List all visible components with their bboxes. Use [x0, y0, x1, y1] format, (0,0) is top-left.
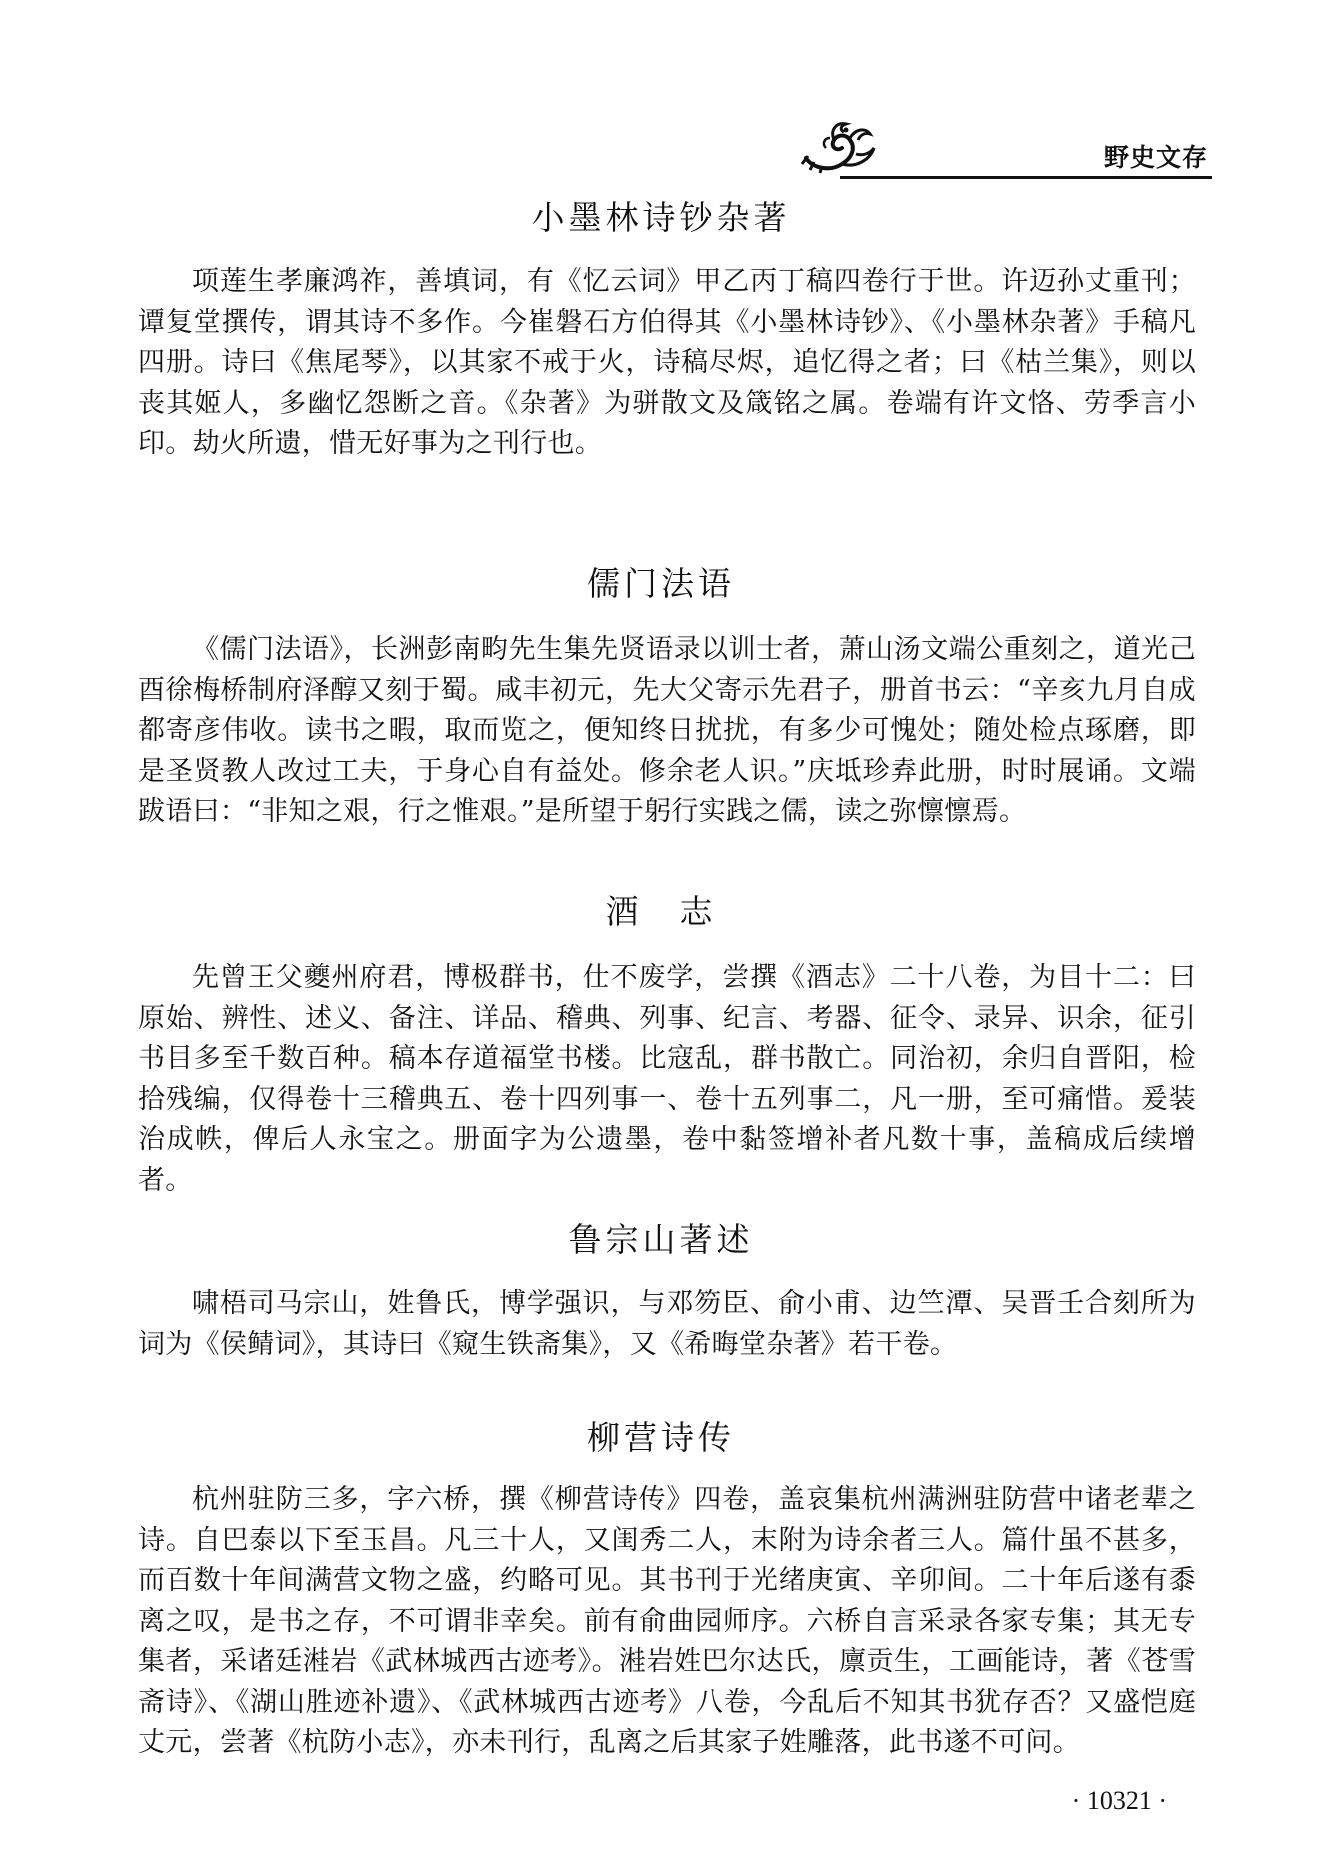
dragon-logo-icon [800, 118, 878, 174]
header-rule [840, 176, 1212, 179]
section-title: 儒门法语 [587, 564, 735, 603]
section-body: 啸梧司马宗山，姓鲁氏，博学强识，与邓笏臣、俞小甫、边竺潭、吴晋壬合刻所为词为《侯鲭词》，其诗曰《窥生铁斋集》，又《希晦堂杂著》若干卷。 [138, 1288, 1196, 1360]
section-title: 柳营诗传 [587, 1418, 735, 1457]
section-body: 杭州驻防三多，字六桥，撰《柳营诗传》四卷，盖哀集杭州满洲驻防营中诸老辈之诗。自巴泰以下至玉昌。凡三十人，又闺秀二人，末附为诗余者三人。篇什虽不甚多，而百数十年间满营文物之盛，约略可见。其书刊于光绪庚寅、辛卯间。二十年后遂有黍离之叹，是书之存，不可谓非幸矣。前有俞曲园师序。六桥自言采录各家专集；其无专集者，采诸廷溎岩《武林城西古迹考》。溎岩姓巴尔达氏，廪贡生，工画能诗，著《苍雪斋诗》、《湖山胜迹补遗》、《武林城西古迹考》八卷，今乱后不知其书犹存否？又盛恺庭丈元，尝著《杭防小志》，亦未刊行，乱离之后其家子姓雕落，此书遂不可问。 [138, 1484, 1196, 1758]
book-title: 野史文存 [1103, 143, 1208, 172]
section-body: 项莲生孝廉鸿祚，善填词，有《忆云词》甲乙丙丁稿四卷行于世。许迈孙丈重刊；谭复堂撰传，谓其诗不多作。今崔磐石方伯得其《小墨林诗钞》、《小墨林杂著》手稿凡四册。诗曰《焦尾琴》，以其家不戒于火，诗稿尽烬，追忆得之者；曰《枯兰集》，则以丧其姬人，多幽忆怨断之音。《杂著》为骈散文及箴铭之属。卷端有许文恪、劳季言小印。劫火所遗，惜无好事为之刊行也。 [138, 266, 1196, 459]
section-title: 酒 志 [605, 892, 717, 931]
section-body: 先曾王父夔州府君，博极群书，仕不废学，尝撰《酒志》二十八卷，为目十二：曰原始、辨性、述义、备注、详品、稽典、列事、纪言、考器、征令、录异、识余，征引书目多至千数百种。稿本存道福堂书楼。比寇乱，群书散亡。同治初，余归自晋阳，检拾残编，仅得卷十三稽典五、卷十四列事一、卷十五列事二，凡一册，至可痛惜。爰装治成帙，俾后人永宝之。册面字为公遗墨，卷中黏签增补者凡数十事，盖稿成后续增者。 [138, 962, 1196, 1196]
section-title: 鲁宗山著述 [568, 1220, 754, 1259]
running-header [800, 108, 1212, 180]
section-body: 《儒门法语》，长洲彭南畇先生集先贤语录以训士者，萧山汤文端公重刻之，道光己酉徐梅桥制府泽醇又刻于蜀。咸丰初元，先大父寄示先君子，册首书云：“辛亥九月自成都寄彦伟收。读书之暇，取而览之，便知终日扰扰，有多少可愧处；随处检点琢磨，即是圣贤教人改过工夫，于身心自有益处。修余老人识。”庆坻珍弆此册，时时展诵。文端跋语曰：“非知之艰，行之惟艰。”是所望于躬行实践之儒，读之弥懔懔焉。 [138, 634, 1196, 827]
section-title: 小墨林诗钞杂著 [531, 198, 791, 237]
page-number: · 10321 · [1071, 1786, 1167, 1815]
